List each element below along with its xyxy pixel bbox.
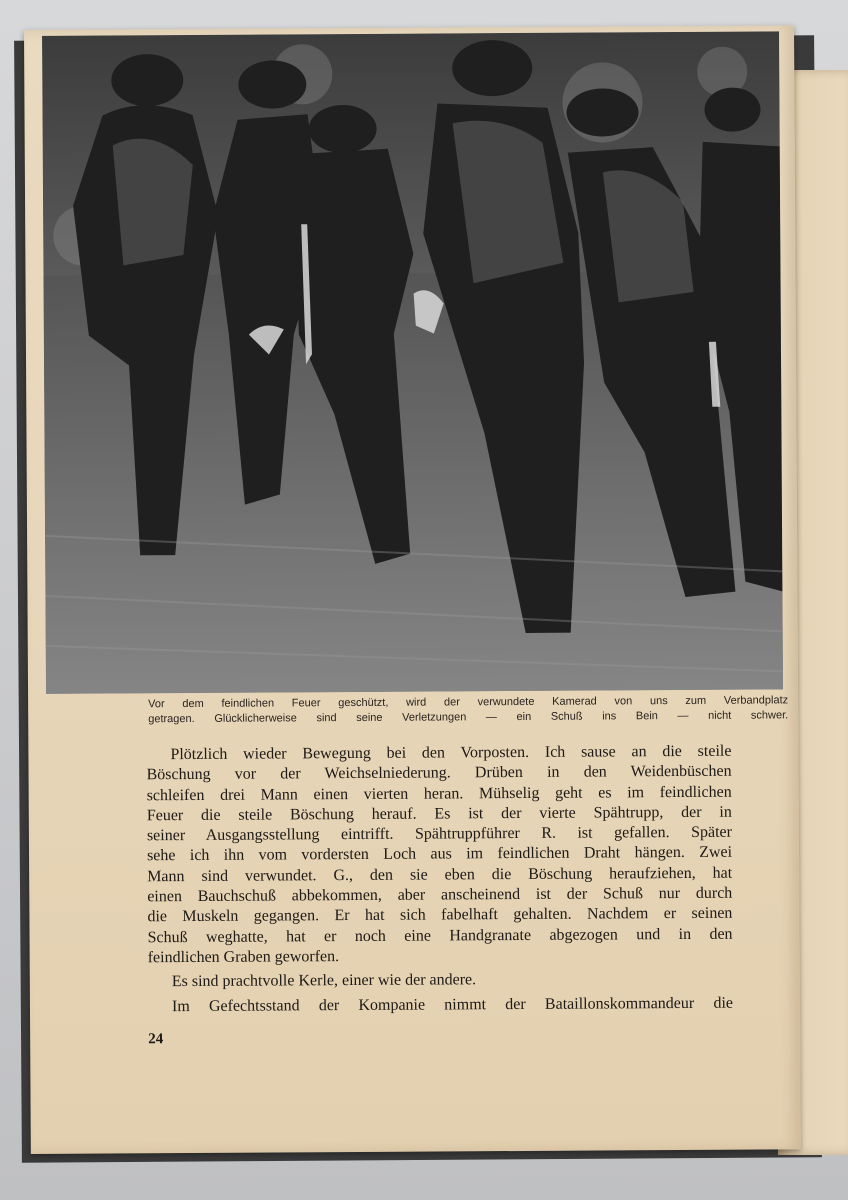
photo-illustration <box>42 31 783 693</box>
text-line: sehe ich ihn vom vordersten Loch aus im feindlichen Draht hängen. Zwei <box>146 844 733 865</box>
caption-line: Vor dem feindlichen Feuer geschützt, wird der verwundete Kamerad von uns zum Verbandplatz <box>148 694 789 711</box>
text-line: schleifen drei Mann einen vierten heran. Mühselig geht es im feindlichen <box>146 783 732 804</box>
paragraph-2 <box>148 969 733 993</box>
text-line: Mann sind verwundet. G., den sie eben die Böschung heraufziehen, hat <box>147 864 733 886</box>
text-line: die Muskeln gegangen. Er hat sich fabelhaft gehalten. Nachdem er seinen <box>147 905 733 926</box>
text-line: Schuß weghatte, hat er noch eine Handgranate abgezogen und in den <box>147 925 733 946</box>
text-line: seiner Ausgangsstellung eintrifft. Spähtruppführer R. ist gefallen. Später <box>146 823 732 845</box>
paragraph-1 <box>146 742 732 969</box>
page-number: 24 <box>148 1031 164 1048</box>
text-line: Feuer die steile Böschung herauf. Es ist der vierte Spähtrupp, der in <box>146 803 732 825</box>
photo-caption <box>148 693 788 727</box>
text-line: Böschung vor der Weichselniederung. Drüben in den Weidenbüschen <box>146 762 732 784</box>
book-page <box>24 25 801 1154</box>
text-line: einen Bauchschuß abbekommen, aber anscheinend ist der Schuß nur durch <box>147 884 733 906</box>
text-line: Es sind prachtvolle Kerle, einer wie der andere. <box>171 971 477 991</box>
text-line: feindlichen Graben geworfen. <box>147 948 340 967</box>
page-photograph <box>42 31 783 693</box>
text-line: Plötzlich wieder Bewegung bei den Vorposten. Ich sause an die steile <box>170 742 732 764</box>
text-line: Im Gefechtsstand der Kompanie nimmt der Bataillonskommandeur die <box>171 994 734 1015</box>
caption-line: getragen. Glücklicherweise sind seine Verletzungen — ein Schuß ins Bein — nicht schwer. <box>148 709 789 726</box>
paragraph-3 <box>148 993 733 1017</box>
body-text <box>146 742 733 1017</box>
